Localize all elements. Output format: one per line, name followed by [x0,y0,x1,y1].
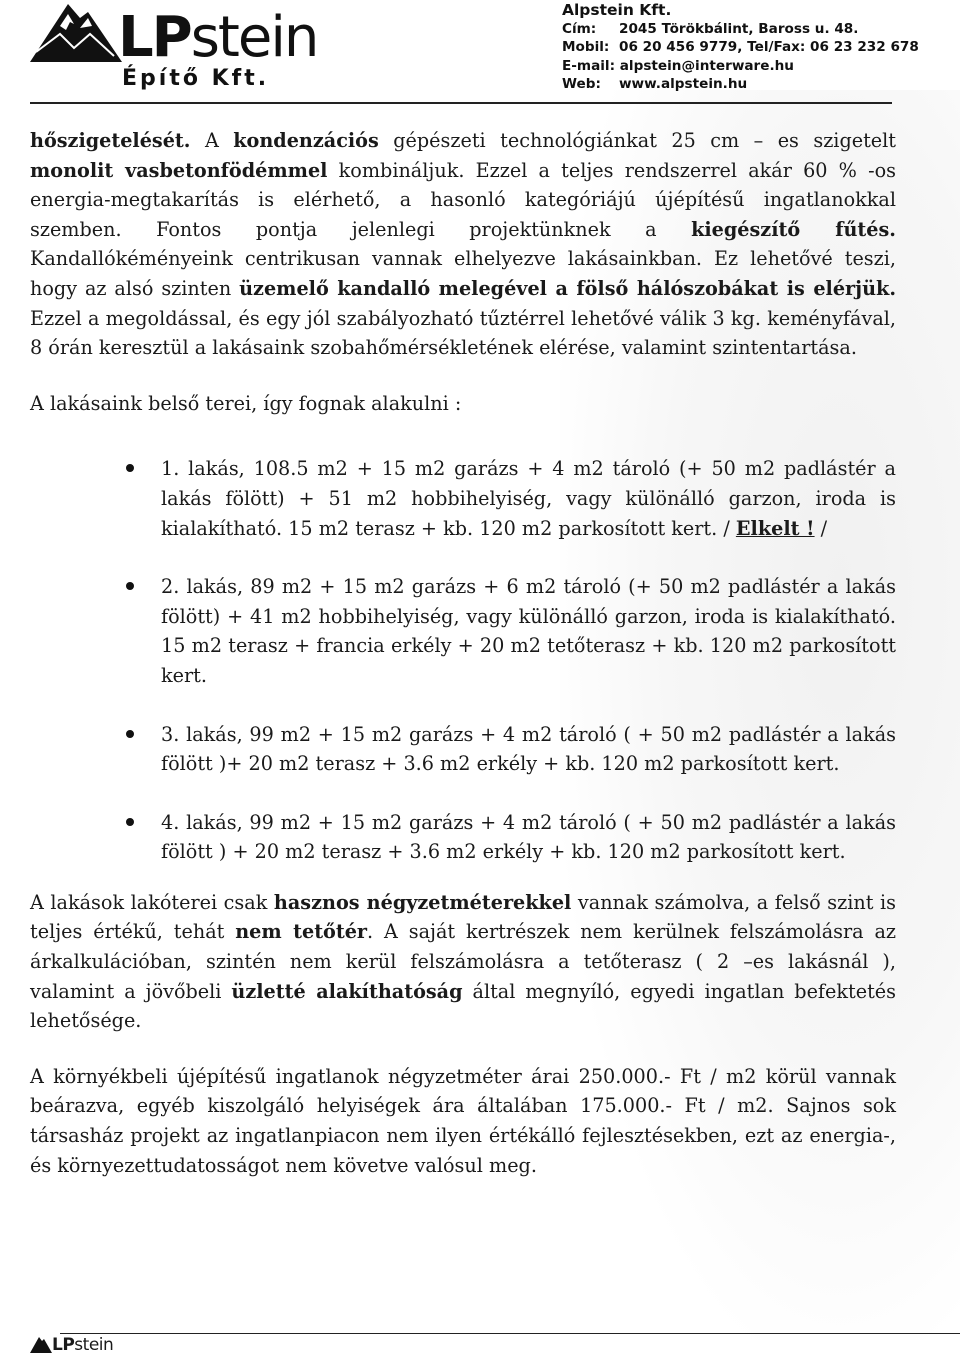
mountain-logo-icon [30,1337,52,1353]
bullet-icon [126,464,134,472]
list-item: 3. lakás, 99 m2 + 15 m2 garázs + 4 m2 tároló ( + 50 m2 padlástér a lakás fölött )+ 20 m2 terasz + 3.6 m2 erkély + kb. 120 m2 parkosított kert. [30,720,896,779]
company-address: Cím: 2045 Törökbálint, Baross u. 48. [562,20,859,37]
company-name: Alpstein Kft. [562,1,672,19]
mountain-logo-icon [30,4,122,64]
page-footer [0,1325,960,1359]
company-email: E-mail: alpstein@interware.hu [562,57,794,74]
rooms-heading: A lakásaink belső terei, így fognak alakulni : [30,391,462,415]
living-space-paragraph: A lakások lakóterei csak hasznos négyzetméterekkel vannak számolva, a felső szint is teljes értékű, tehát nem tetőtér. A saját kertrészek nem kerülnek felszámolásra az árkalkulációban, szintén nem kerül felszámolásra a tetőterasz ( 2 –es lakásnál ), valamint a jövőbeli üzletté alakíthatóság által megnyíló, egyedi ingatlan befektetés lehetősége. [30,890,897,1033]
list-item: 1. lakás, 108.5 m2 + 15 m2 garázs + 4 m2 tároló (+ 50 m2 padlástér a lakás fölött) + 51 m2 hobbihelyiség, vagy különálló garzon, iroda is kialakítható. 15 m2 terasz + kb. 120 m2 parkosított kert. / Elkelt ! / [30,454,896,543]
intro-paragraph: hőszigetelését. A kondenzációs gépészeti technológiánkat 25 cm – es szigetelt monolit vasbetonfödémmel kombináljuk. Ezzel a teljes rendszerrel akár 60 % -os energia-megtakarítás is elérhető, a hasonló kategóriájú újépítésű ingatlanokkal szemben. Fontos pontja jelenlegi projektünknek a kiegészítő fűtés. Kandallókéményeink centrikusan vannak elhelyezve lakásainkban. Ez lehetővé teszi, hogy az alsó szinten üzemelő kandalló melegével a fölső hálószobákat is elérjük. Ezzel a megoldással, és egy jól szabályozható tűztérrel lehetővé válik 3 kg. keményfával, 8 órán keresztül a lakásaink szobahőmérsékletének elérése, valamint szintentartása. [30,129,896,360]
prices-paragraph: A környékbeli újépítésű ingatlanok négyzetméter árai 250.000.- Ft / m2 körül vannak beárazva, egyéb kiszolgáló helyiségek ára általában 175.000.- Ft / m2. Sajnos sok társasház projekt az ingatlanpiacon nem ilyen értékálló fejlesztésekben, ezt az energia-, és környezettudatosságot nem követve valósul meg. [30,1064,896,1177]
bullet-icon [126,582,134,590]
document-body [30,126,896,1180]
footer-divider [60,1333,960,1334]
company-contact-block [562,1,952,94]
footer-logo-text: LPstein [52,1335,114,1355]
list-item: 2. lakás, 89 m2 + 15 m2 garázs + 6 m2 tároló (+ 50 m2 padlástér a lakás fölött) + 41 m2 hobbihelyiség, vagy különálló garzon, iroda is kialakítható. 15 m2 terasz + francia erkély + 20 m2 tetőterasz + kb. 120 m2 parkosított kert. [30,572,896,690]
sold-label: Elkelt ! [735,516,815,540]
company-phone: Mobil: 06 20 456 9779, Tel/Fax: 06 23 232 678 [562,39,919,56]
bullet-icon [126,730,134,738]
letterhead [0,0,960,105]
list-item: 4. lakás, 99 m2 + 15 m2 garázs + 4 m2 tároló ( + 50 m2 padlástér a lakás fölött ) + 20 m2 terasz + 3.6 m2 erkély + kb. 120 m2 parkosított kert. [30,808,896,867]
bullet-icon [126,818,134,826]
company-logo-text: LPstein [118,5,318,70]
apartment-list [30,454,896,867]
company-logo-subtitle: Építő Kft. [122,66,270,91]
company-web: Web: www.alpstein.hu [562,76,748,93]
header-divider [30,102,892,104]
